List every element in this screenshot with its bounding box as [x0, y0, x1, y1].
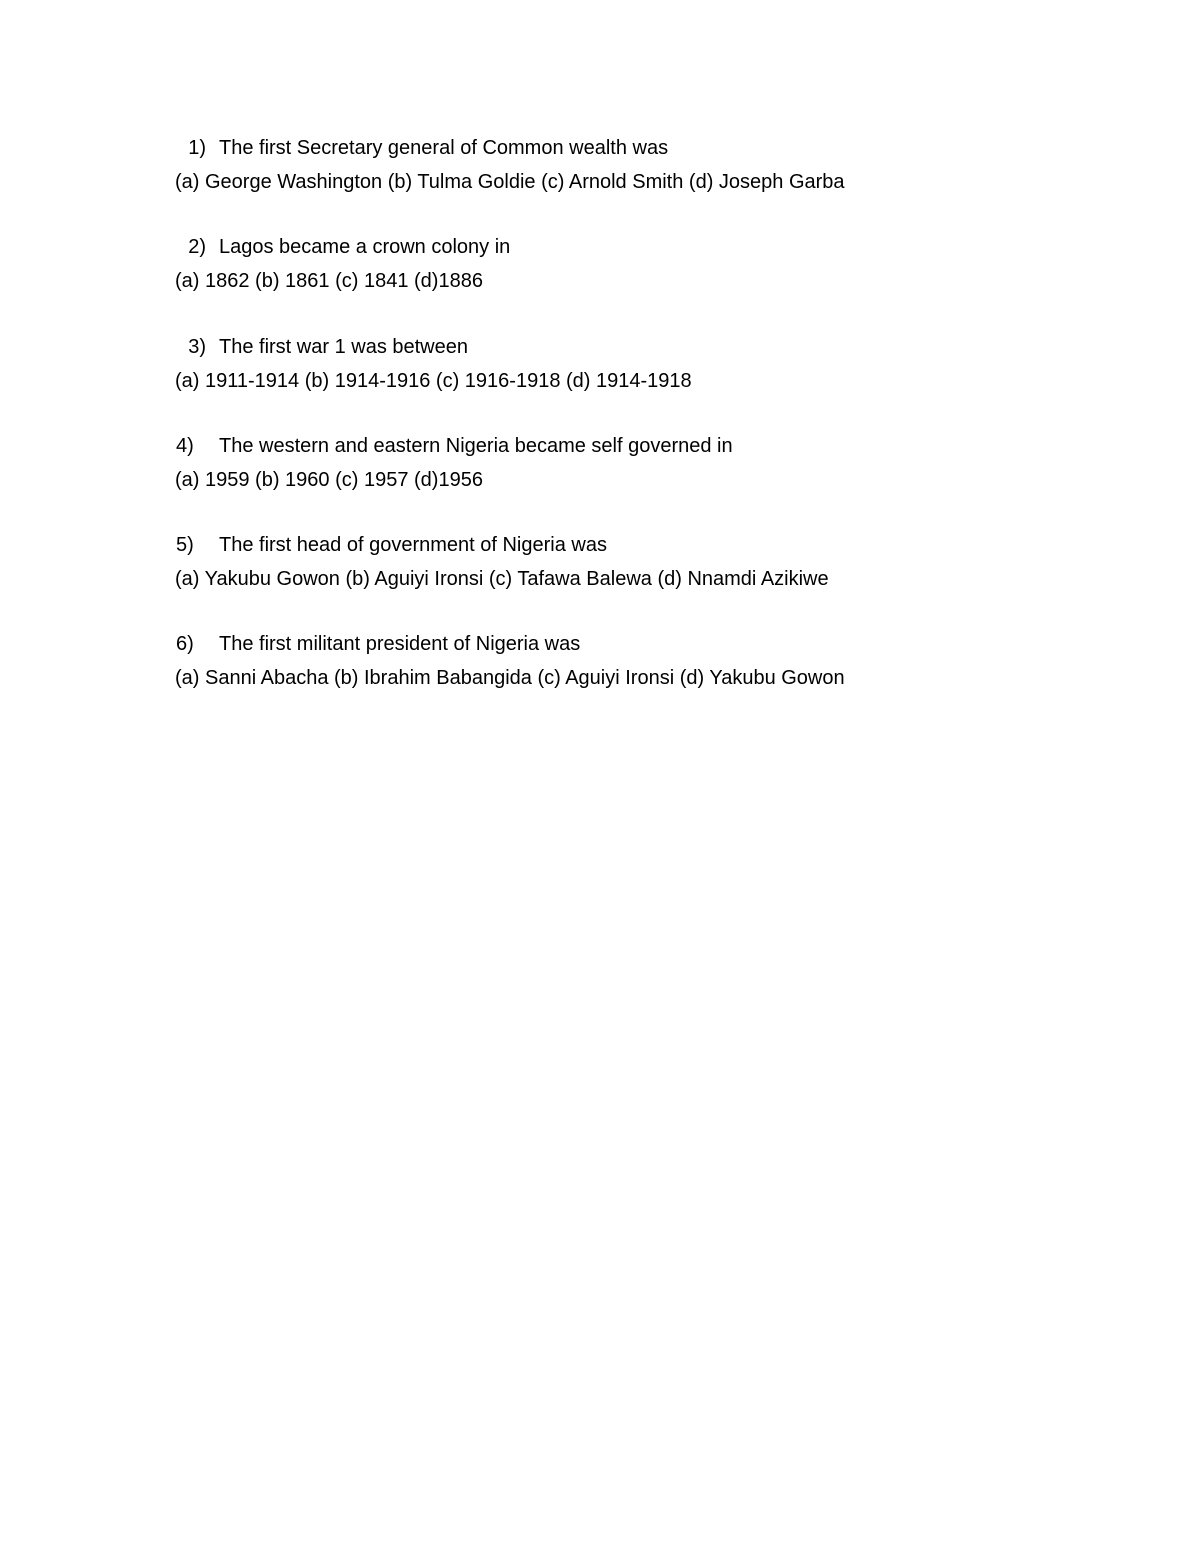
answer-options: (a) 1862 (b) 1861 (c) 1841 (d)1886 — [175, 270, 483, 292]
question-number: 2) — [188, 236, 206, 258]
question-number: 4) — [176, 435, 194, 457]
question-text: The first militant president of Nigeria was — [219, 633, 581, 655]
question-line — [0, 629, 1000, 659]
question-text: The first war 1 was between — [219, 336, 468, 358]
question-number: 6) — [176, 633, 194, 655]
answer-options: (a) 1959 (b) 1960 (c) 1957 (d)1956 — [175, 469, 483, 491]
question-number: 1) — [188, 137, 206, 159]
answer-options: (a) George Washington (b) Tulma Goldie (c) Arnold Smith (d) Joseph Garba — [175, 171, 845, 193]
answer-options: (a) 1911-1914 (b) 1914-1916 (c) 1916-1918 (d) 1914-1918 — [175, 370, 692, 392]
question-text: The western and eastern Nigeria became self governed in — [219, 435, 733, 457]
question-line — [0, 133, 1000, 163]
question-line — [0, 232, 1000, 262]
answer-options: (a) Yakubu Gowon (b) Aguiyi Ironsi (c) Tafawa Balewa (d) Nnamdi Azikiwe — [175, 568, 829, 590]
question-line — [0, 332, 1000, 362]
question-text: The first head of government of Nigeria was — [219, 534, 607, 556]
question-text: The first Secretary general of Common wealth was — [219, 137, 669, 159]
question-line — [0, 431, 1000, 461]
question-number: 3) — [188, 336, 206, 358]
question-text: Lagos became a crown colony in — [219, 236, 511, 258]
question-line — [0, 530, 1000, 560]
answer-options: (a) Sanni Abacha (b) Ibrahim Babangida (c) Aguiyi Ironsi (d) Yakubu Gowon — [175, 667, 845, 689]
question-number: 5) — [176, 534, 194, 556]
